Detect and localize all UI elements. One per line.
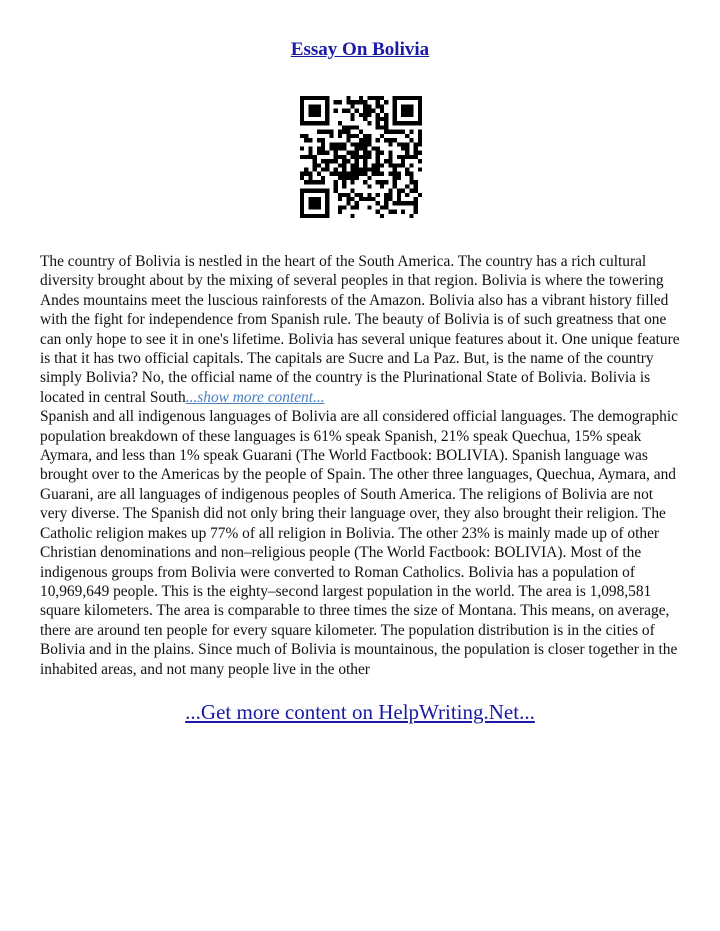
get-more-content-link[interactable]: ...Get more content on HelpWriting.Net... xyxy=(185,700,535,724)
paragraph-text: The country of Bolivia is nestled in the heart of the South America. The country has a rich cultural diversity brought about by the mixing of several peoples in that region. Bolivia is where the towering Andes mountains meet the luscious rainforests of the Amazon. Bolivia also has a vibrant history filled with the fight for independence from Spanish rule. The beauty of Bolivia is of such greatness that one can only hope to see it in one's lifetime. Bolivia has several unique features about it. One unique feature is that it has two official capitals. The capitals are Sucre and La Paz. But, is the name of the country simply Bolivia? No, the official name of the country is the Plurinational State of Bolivia. Bolivia is located in central South xyxy=(40,253,680,406)
qr-code-icon xyxy=(300,96,422,218)
essay-paragraph xyxy=(40,252,680,407)
show-more-link[interactable]: ...show more content... xyxy=(185,388,325,406)
essay-paragraph: Spanish and all indigenous languages of Bolivia are all considered official languages. The demographic population breakdown of these languages is 61% speak Spanish, 21% speak Quechua, 15% speak Aymara, and less than 1% speak Guarani (The World Factbook: BOLIVIA). Spanish language was brought over to the Americas by the people of Spain. The other three languages, Quechua, Aymara, and Guarani, are all languages of indigenous peoples of South America. The religions of Bolivia are not very diverse. The Spanish did not only bring their language over, they also brought their religion. The Catholic religion makes up 77% of all religion in Bolivia. The other 23% is mainly made up of other Christian denominations and non–religious people (The World Factbook: BOLIVIA). Most of the indigenous groups from Bolivia were converted to Roman Catholics. Bolivia has a population of 10,969,649 people. This is the eighty–second largest population in the world. The area is 1,098,581 square kilometers. The area is comparable to three times the size of Montana. This means, on average, there are around ten people for every square kilometer. The population distribution is in the cities of Bolivia and in the plains. Since much of Bolivia is mountainous, the population is closer together in the inhabited areas, and not many people live in the other xyxy=(40,408,678,678)
essay-body xyxy=(40,252,680,679)
page-title[interactable]: Essay On Bolivia xyxy=(290,39,430,60)
